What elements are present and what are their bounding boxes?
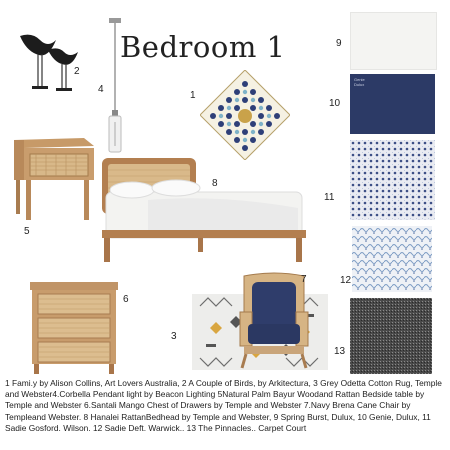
bedside-table: [6, 134, 96, 224]
label-2: 2: [74, 66, 80, 77]
label-5: 5: [24, 226, 30, 237]
board-title: Bedroom 1: [120, 30, 286, 64]
label-10: 10: [329, 98, 341, 109]
label-9: 9: [336, 38, 342, 49]
bird-sculptures: [18, 26, 80, 92]
navy-cane-chair: [236, 272, 312, 370]
label-6: 6: [123, 294, 129, 305]
label-7: 7: [301, 274, 307, 285]
paint-swatch-spring-burst: [350, 12, 437, 70]
paint-swatch-genie-brand: Dulux: [354, 82, 365, 87]
chest-of-drawers: [26, 278, 122, 376]
paint-swatch-genie-name: Genie: [354, 77, 365, 82]
label-12: 12: [340, 275, 352, 286]
paint-swatch-genie: [350, 74, 435, 134]
label-4: 4: [98, 84, 104, 95]
pendant-light: [103, 18, 127, 158]
label-1: 1: [190, 90, 196, 101]
fabric-sadie-deft: [352, 226, 432, 292]
product-credits-caption: 1 Fami.y by Alison Collins, Art Lovers Australia, 2 A Couple of Birds, by Arkitectura, 3 Grey Odetta Cotton Rug, Temple and Webster4.Corbella Pendant light by Beacon Lighting 5Natural Palm Bayur Woodand Rattan Bedside table by Temple and Webster 6.Santali Mango Chest of Drawers by Temple and Webster 7.Navy Brena Cane Chair by Templeand Webster. 8 Hanalei RattanBedhead by Temple and Webster, 9 Spring Burst, Dulux, 10 Genie, Dulux, 11 Sadie Gosford. Wilson. 12 Sadie Deft. Warwick.. 13 The Pinnacles.. Carpet Court: [5, 378, 442, 433]
label-3: 3: [171, 331, 177, 342]
label-13: 13: [334, 346, 346, 357]
carpet-the-pinnacles: [350, 298, 432, 374]
label-8: 8: [212, 178, 218, 189]
label-11: 11: [324, 192, 335, 203]
rattan-bed: [98, 152, 310, 268]
fabric-sadie-gosford: [350, 140, 435, 220]
art-print: [200, 70, 290, 160]
